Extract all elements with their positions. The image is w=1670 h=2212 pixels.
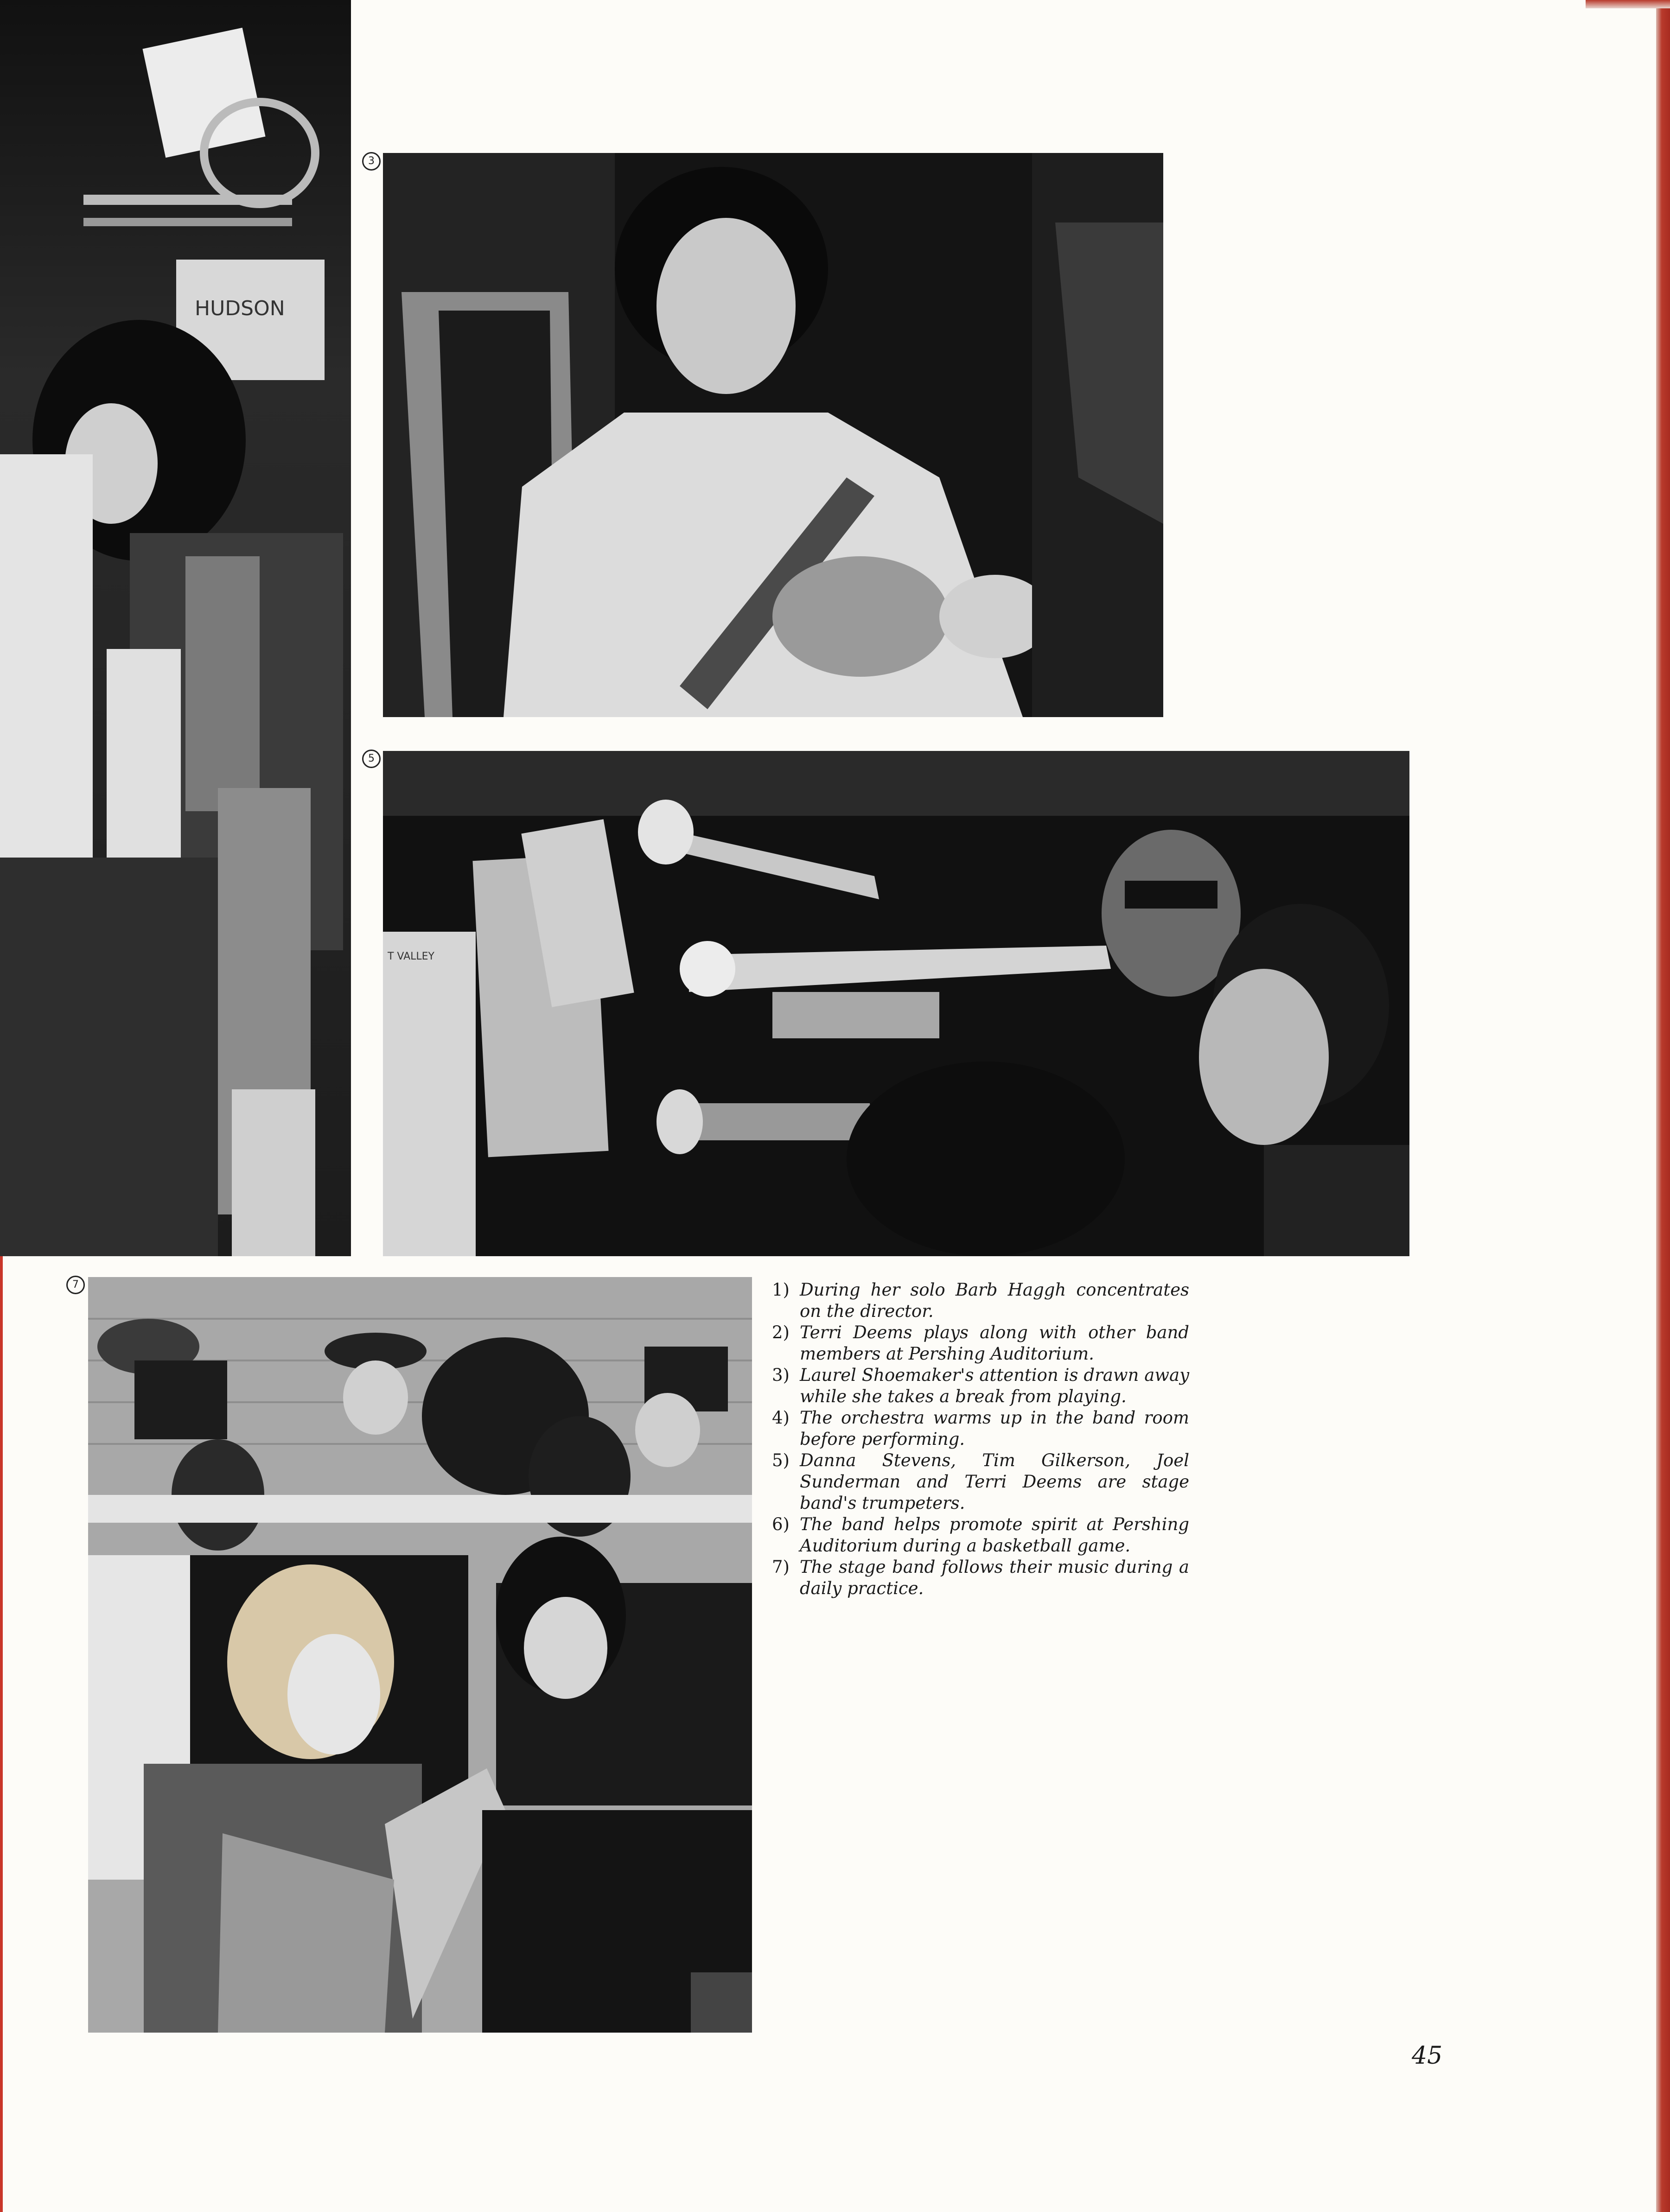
caption-item bbox=[772, 1557, 1189, 1599]
caption-number: 5) bbox=[772, 1450, 790, 1470]
caption-item bbox=[772, 1514, 1189, 1557]
photo-number-3: 3 bbox=[362, 152, 381, 171]
caption-number: 3) bbox=[772, 1365, 790, 1385]
caption-item bbox=[772, 1407, 1189, 1450]
caption-text: Terri Deems plays along with other band members at Pershing Auditorium. bbox=[800, 1322, 1189, 1364]
caption-number: 7) bbox=[772, 1557, 790, 1577]
page-number: 45 bbox=[1412, 2042, 1443, 2070]
caption-text: The stage band follows their music during a daily practice. bbox=[800, 1557, 1189, 1598]
sheet-music-text: T VALLEY bbox=[388, 951, 434, 962]
photo-number-7: 7 bbox=[66, 1276, 85, 1294]
photo-number-5: 5 bbox=[362, 750, 381, 768]
photo-saxophone-player-resting bbox=[383, 153, 1163, 717]
caption-number: 6) bbox=[772, 1514, 790, 1534]
caption-number: 2) bbox=[772, 1322, 790, 1342]
caption-text: During her solo Barb Haggh concentrates on the director. bbox=[800, 1280, 1189, 1321]
page-right-edge bbox=[1656, 0, 1670, 2212]
caption-text: The band helps promote spirit at Pershing Auditorium during a basketball game. bbox=[800, 1514, 1189, 1556]
caption-number: 1) bbox=[772, 1280, 790, 1300]
photo-trombone-player bbox=[0, 0, 351, 1256]
page-top-edge bbox=[1586, 0, 1670, 8]
caption-item bbox=[772, 1322, 1189, 1365]
caption-text: Laurel Shoemaker's attention is drawn away while she takes a break from playing. bbox=[800, 1365, 1189, 1406]
caption-item bbox=[772, 1365, 1189, 1407]
caption-item bbox=[772, 1450, 1189, 1514]
caption-text: Danna Stevens, Tim Gilkerson, Joel Sunderman and Terri Deems are stage band's trumpeters. bbox=[800, 1450, 1189, 1513]
caption-number: 4) bbox=[772, 1408, 790, 1428]
caption-item bbox=[772, 1279, 1189, 1322]
photo-stage-band-practice bbox=[88, 1277, 752, 2033]
jersey-text: HUDSON bbox=[195, 297, 285, 320]
photo-trumpet-section bbox=[383, 751, 1409, 1256]
caption-text: The orchestra warms up in the band room before performing. bbox=[800, 1408, 1189, 1449]
photo-captions bbox=[772, 1279, 1189, 1599]
